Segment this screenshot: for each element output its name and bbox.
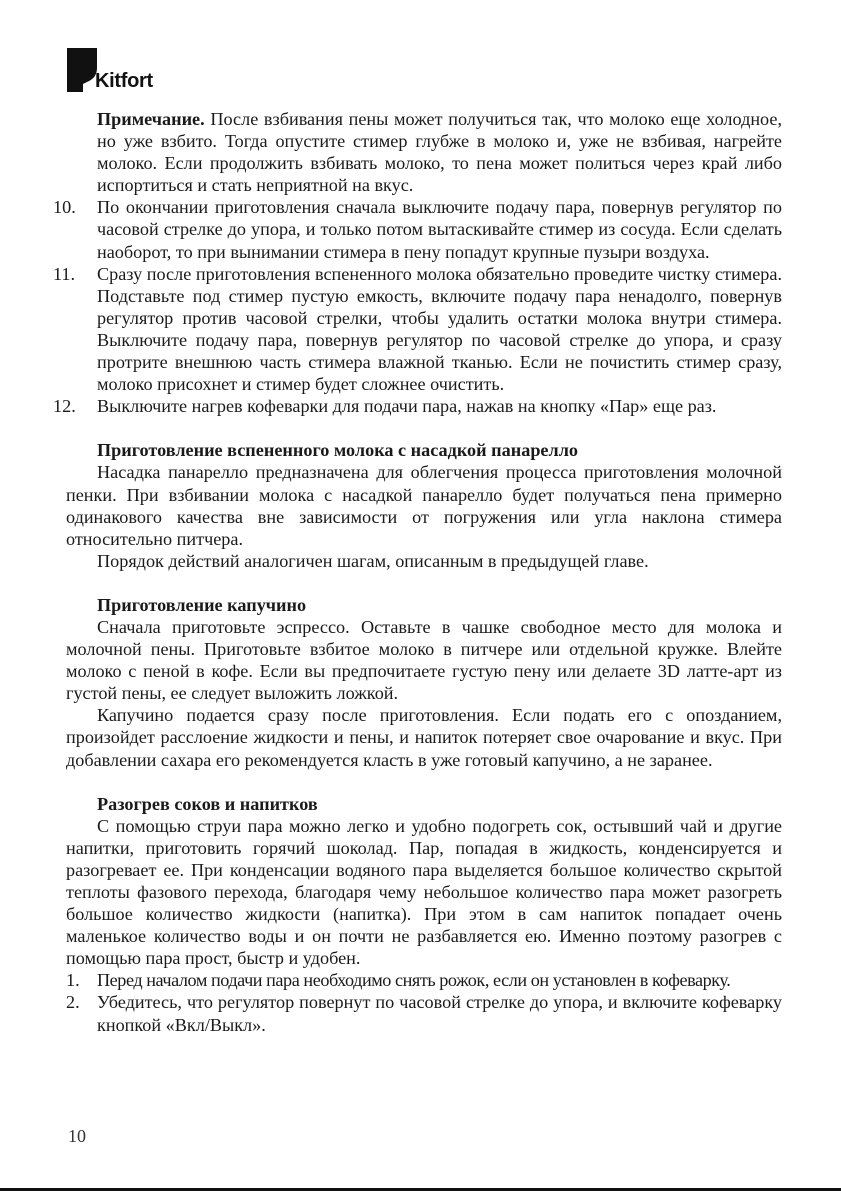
list-item	[53, 263, 782, 396]
list-item-text: Выключите нагрев кофеварки для подачи пара, нажав на кнопку «Пар» еще раз.	[97, 396, 717, 417]
list-item-number: 12.	[53, 396, 76, 417]
note-paragraph	[66, 108, 782, 196]
list-item-text: Перед началом подачи пара необходимо снять рожок, если он установлен в кофеварку.	[97, 970, 731, 991]
section-heading-panarello: Приготовление вспененного молока с насадкой панарелло	[97, 440, 579, 461]
list-item-number: 2.	[66, 992, 80, 1013]
list-item	[53, 395, 782, 417]
list-item-number: 11.	[53, 263, 76, 284]
brand-logo	[66, 44, 186, 98]
section-heading-cappuccino: Приготовление капучино	[97, 594, 307, 615]
list-item	[53, 196, 782, 262]
list-item	[66, 991, 782, 1035]
list-item-number: 1.	[66, 970, 80, 991]
paragraph: С помощью струи пара можно легко и удобно подогреть сок, остывший чай и другие напитки, приготовить горячий шоколад. Пар, попадая в жидкость, конденсируется и разогревает ее. При конденсации водяного пара выделяется большое количество скрытой теплоты фазового перехода, благодаря чему небольшое количество пара может разогреть большое количество жидкости (напитка). При этом в сам напиток попадает очень маленькое количество воды и он почти не разбавляется ею. Именно поэтому разогрев с помощью пара прост, быстр и удобен.	[66, 815, 782, 969]
paragraph: Капучино подается сразу после приготовления. Если подать его с опозданием, произойдет расслоение жидкости и пены, и напиток потеряет свое очарование и вкус. При добавлении сахара его рекомендуется класть в уже готовый капучино, а не заранее.	[66, 705, 782, 770]
list-item	[66, 969, 782, 991]
list-item-text: Сразу после приготовления вспененного молока обязательно проведите чистку стимера. Подставьте под стимер пустую емкость, включите подачу пара ненадолго, повернув регулятор против часовой стрелки, чтобы удалить остатки молока внутри стимера. Выключите подачу пара, повернув регулятор по часовой стрелке до упора, и сразу протрите внешнюю часть стимера влажной тканью. Если не почистить стимер сразу, молоко присохнет и стимер будет сложнее очистить.	[97, 263, 782, 395]
paragraph: Порядок действий аналогичен шагам, описанным в предыдущей главе.	[97, 550, 649, 571]
section-heading-heating: Разогрев соков и напитков	[97, 793, 318, 814]
list-item-text: По окончании приготовления сначала выключите подачу пара, повернув регулятор по часовой стрелке до упора, и только потом вытаскивайте стимер из сосуда. Если сделать наоборот, то при вынимании стимера в пену попадут крупные пузыри воздуха.	[97, 197, 782, 262]
list-item-number: 10.	[53, 197, 76, 218]
note-text: После взбивания пены может получиться так, что молоко еще холодное, но уже взбито. Тогда опустите стимер глубже в молоко и, уже не взбивая, нагрейте молоко. Если продолжить взбивать молоко, то пена может политься через край либо испортиться и стать неприятной на вкус.	[97, 109, 782, 196]
kitfort-k-logo-icon	[66, 44, 98, 94]
list-item-text: Убедитесь, что регулятор повернут по часовой стрелке до упора, и включите кофеварку кнопкой «Вкл/Выкл».	[97, 992, 782, 1035]
document-body	[53, 108, 782, 1036]
paragraph: Насадка панарелло предназначена для облегчения процесса приготовления молочной пенки. При взбивании молока с насадкой панарелло будет получаться пена примерно одинакового качества вне зависимости от погружения или угла наклона стимера относительно питчера.	[66, 462, 782, 549]
brand-name: Kitfort	[95, 70, 153, 92]
paragraph: Сначала приготовьте эспрессо. Оставьте в чашке свободное место для молока и молочной пены. Приготовьте взбитое молоко в питчере или отдельной кружке. Влейте молоко с пеной в кофе. Если вы предпочитаете густую пену или делаете 3D латте-арт из густой пены, ее следует выложить ложкой.	[66, 616, 782, 704]
note-label: Примечание.	[97, 109, 205, 129]
page-number: 10	[68, 1126, 86, 1146]
